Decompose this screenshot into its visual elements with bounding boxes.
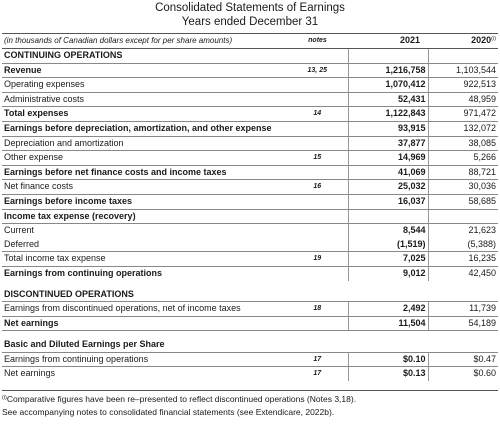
note-cell: 16 [287,180,348,195]
note-cell [287,316,348,331]
value-2020: 42,450 [468,267,496,278]
row-label: Operating expenses [2,78,287,93]
table-row [2,367,498,381]
note-cell [287,338,348,352]
spacer-row [2,281,498,288]
value-2021: $0.10 [348,352,428,367]
notes-header: notes [287,34,348,49]
table-row [2,266,498,280]
note-cell: 14 [287,107,348,122]
note-cell [287,238,348,252]
footnote-mark: (i) [2,395,7,402]
value-2021: 16,037 [348,194,428,209]
value-2020: $0.60 [473,368,496,379]
value-2021 [348,209,428,224]
value-2020: 58,685 [428,194,498,209]
note-cell [287,49,348,64]
value-2021: 8,544 [348,224,428,238]
statement-title-line1: Consolidated Statements of Earnings [155,2,345,14]
value-2021 [348,49,428,64]
value-2020: 54,189 [428,316,498,331]
value-2021 [348,288,428,302]
value-2020: 88,721 [428,165,498,180]
row-label: Earnings from continuing operations [4,267,163,278]
value-2020: 5,266 [428,151,498,166]
value-2021: 1,122,843 [348,107,428,122]
value-2021: 52,431 [348,92,428,107]
value-2020: 11,739 [428,302,498,317]
value-2021: $0.13 [348,367,428,381]
note-cell [287,78,348,93]
table-row [2,63,498,78]
value-2020: 1,103,544 [428,63,498,78]
earnings-table [2,33,498,381]
value-2021: 25,032 [348,180,428,195]
note-cell [287,136,348,151]
row-label: Earnings before depreciation, amortization, and other expense [2,121,287,136]
table-row [2,78,498,93]
value-2020 [428,49,498,64]
value-2021: 14,969 [348,151,428,166]
row-label: Other expense [2,151,287,166]
statement-title [2,1,498,29]
units-label: (in thousands of Canadian dollars except for per share amounts) [2,34,287,49]
row-label: Depreciation and amortization [2,136,287,151]
year-2020-footnote-mark: (i) [491,36,496,43]
value-2020: $0.47 [428,352,498,367]
value-2021: 93,915 [348,121,428,136]
value-2021: 7,025 [348,252,428,267]
value-2021: 9,012 [348,266,428,280]
note-cell: 15 [287,151,348,166]
table-row [2,92,498,107]
note-cell [287,165,348,180]
note-cell: 17 [313,370,322,378]
footnote-text1: Comparative figures have been re–presented to reflect discontinued operations (Notes 3,18). [6,394,357,405]
value-2020: 132,072 [428,121,498,136]
row-label: Revenue [2,63,287,78]
value-2020: 30,036 [428,180,498,195]
note-cell [287,224,348,238]
row-label: Earnings before income taxes [2,194,287,209]
note-cell [287,288,348,302]
value-2020 [428,338,498,352]
table-row [2,352,498,367]
section-label-continuing: CONTINUING OPERATIONS [2,49,287,64]
value-2021: 11,504 [348,316,428,331]
footnote-line2: See accompanying notes to consolidated financial statements (see Extendicare, 2022b). [2,406,335,417]
value-2020: 16,235 [428,252,498,267]
footnote-line1 [2,393,498,406]
value-2020: 21,623 [468,225,496,236]
table-row [2,224,498,238]
row-label: Net finance costs [2,180,287,195]
table-row [2,316,498,331]
spacer-row [2,331,498,339]
table-row [2,107,498,122]
table-row [2,151,498,166]
row-label: Current [4,225,35,236]
row-label: Administrative costs [2,92,287,107]
value-2020: 922,513 [428,78,498,93]
table-row [2,209,498,224]
value-2021: (1,519) [348,238,428,252]
note-cell [287,266,348,280]
note-cell [287,92,348,107]
table-row [2,49,498,64]
year-2020-header [428,34,498,49]
row-label: Total expenses [2,107,287,122]
value-2021: 41,069 [348,165,428,180]
value-2021: 1,216,758 [348,63,428,78]
note-cell: 17 [287,352,348,367]
table-row [2,302,498,317]
table-row [2,252,498,267]
table-row [2,288,498,302]
value-2020 [428,209,498,224]
note-cell: 18 [287,302,348,317]
table-row [2,165,498,180]
table-row [2,180,498,195]
note-cell: 19 [287,252,348,267]
section-label-income-tax: Income tax expense (recovery) [2,209,287,224]
table-header-row [2,34,498,49]
row-label: Earnings before net finance costs and income taxes [2,165,287,180]
financial-statement [0,1,500,432]
value-2020: 971,472 [428,107,498,122]
value-2020: 48,959 [428,92,498,107]
row-label: Total income tax expense [2,252,287,267]
section-label-discontinued: DISCONTINUED OPERATIONS [2,288,287,302]
table-row [2,136,498,151]
value-2020: (5,388) [428,238,498,252]
note-cell [287,209,348,224]
year-2021-header: 2021 [348,34,428,49]
row-label: Earnings from discontinued operations, net of income taxes [2,302,287,317]
row-label: Deferred [2,238,287,252]
section-label-eps: Basic and Diluted Earnings per Share [2,338,287,352]
table-row [2,121,498,136]
table-row [2,338,498,352]
value-2020 [428,288,498,302]
value-2021: 1,070,412 [348,78,428,93]
table-row [2,238,498,252]
value-2021: 2,492 [348,302,428,317]
value-2021 [348,338,428,352]
value-2020: 38,085 [428,136,498,151]
row-label: Earnings from continuing operations [2,352,287,367]
footnotes [2,390,498,418]
year-2020-text: 2020 [471,35,492,46]
row-label: Net earnings [4,368,56,379]
note-cell [287,121,348,136]
table-row [2,194,498,209]
value-2021: 37,877 [348,136,428,151]
row-label: Net earnings [2,316,287,331]
note-cell: 13, 25 [287,63,348,78]
statement-title-line2: Years ended December 31 [181,16,319,28]
note-cell [287,194,348,209]
